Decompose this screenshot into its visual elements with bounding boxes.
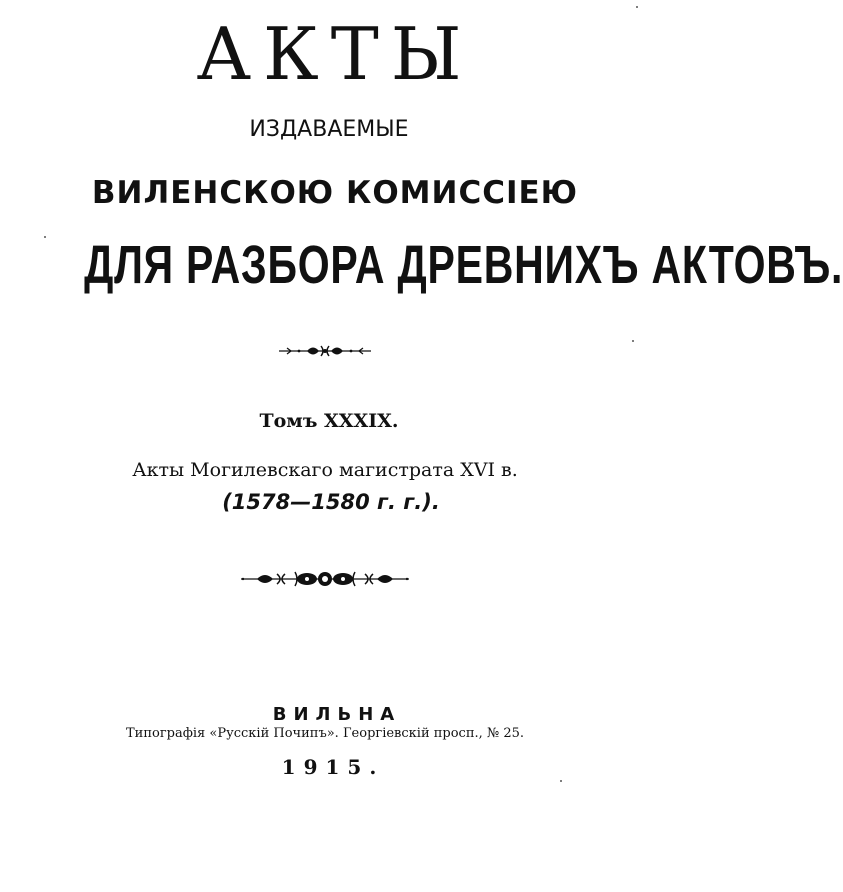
paper-speck	[44, 236, 46, 238]
book-title: АКТЫ	[196, 12, 474, 96]
volume-number: Томъ XXXIX.	[259, 410, 399, 432]
commission-purpose: ДЛЯ РАЗБОРА ДРЕВНИХЪ АКТОВЪ.	[84, 235, 843, 295]
printer-imprint: Типографія «Русскій Почипъ». Георгіевскій просп., № 25.	[126, 726, 524, 741]
paper-speck	[632, 340, 634, 342]
volume-contents: Акты Могилевскаго магистрата XVI в.	[132, 459, 518, 481]
subtitle: ИЗДАВАЕМЫЕ	[249, 117, 409, 142]
paper-speck	[636, 6, 638, 8]
commission-name: ВИЛЕНСКОЮ КОМИССІЕЮ	[91, 175, 579, 211]
vine-ornament-icon	[277, 342, 373, 360]
floral-band-ornament	[0, 568, 650, 590]
city: ВИЛЬНА	[272, 704, 402, 725]
floral-band-icon	[237, 568, 413, 590]
volume-years: (1578—1580 г. г.).	[222, 490, 440, 514]
publication-year: 1915.	[281, 755, 385, 779]
small-vine-ornament	[0, 342, 650, 360]
paper-speck	[560, 780, 562, 782]
